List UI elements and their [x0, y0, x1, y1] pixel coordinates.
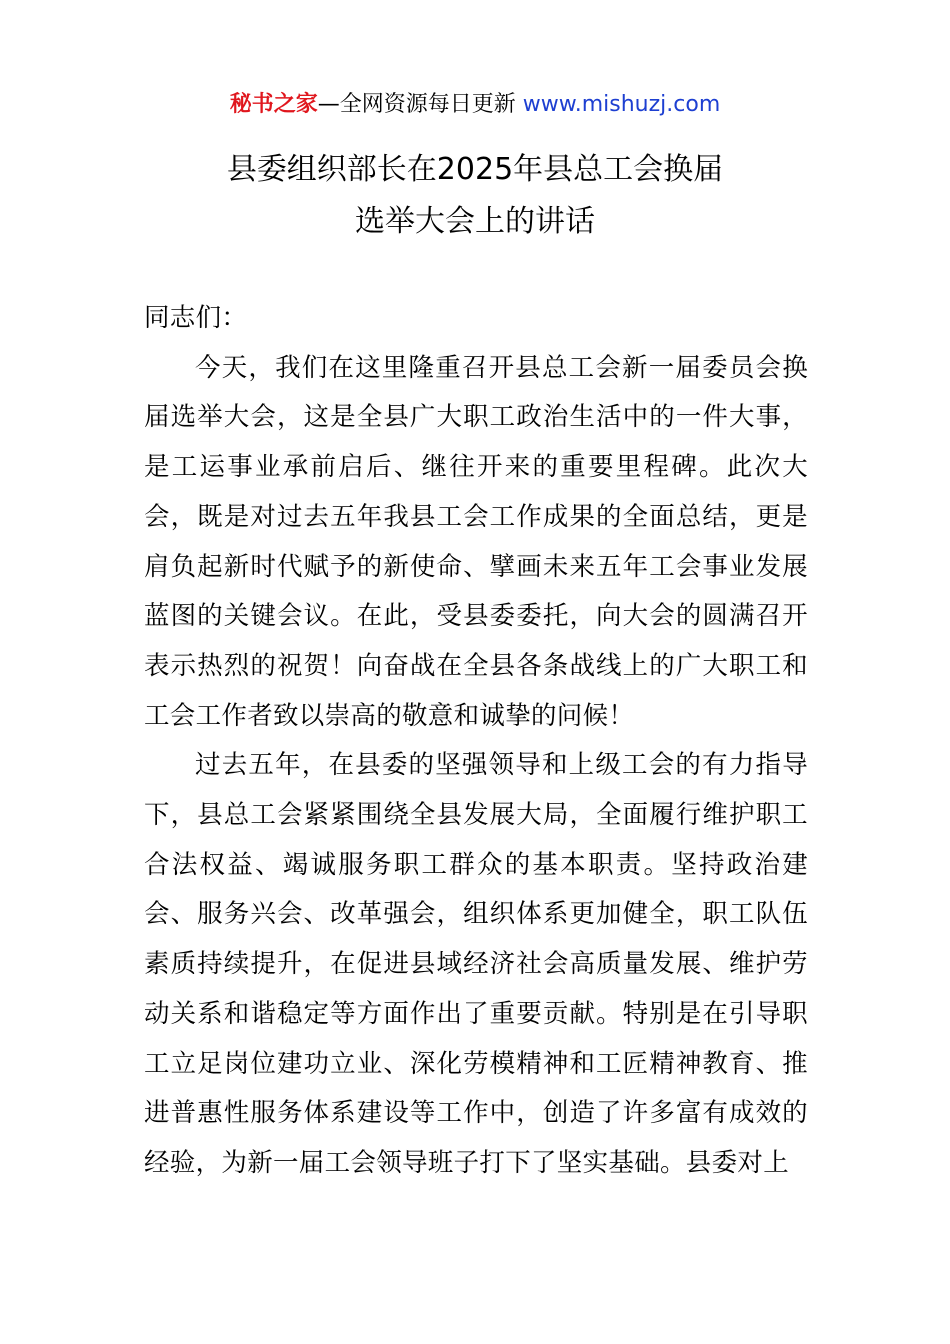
paragraph-2: 过去五年，在县委的坚强领导和上级工会的有力指导下，县总工会紧紧围绕全县发展大局，全面履行维护职工合法权益、竭诚服务职工群众的基本职责。坚持政治建会、服务兴会、改革强会，组织体系更加健全，职工队伍素质持续提升，在促进县域经济社会高质量发展、维护劳动关系和谐稳定等方面作出了重要贡献。特别是在引导职工立足岗位建功立业、深化劳模精神和工匠精神教育、推进普惠性服务体系建设等工作中，创造了许多富有成效的经验，为新一届工会领导班子打下了坚实基础。县委对上	[144, 750, 808, 1178]
title-line-1: 县委组织部长在2025年县总工会换届	[226, 152, 724, 187]
site-header	[0, 88, 950, 122]
document-title	[0, 144, 950, 248]
title-line-2: 选举大会上的讲话	[355, 204, 595, 239]
paragraph-1: 今天，我们在这里隆重召开县总工会新一届委员会换届选举大会，这是全县广大职工政治生活中的一件大事，是工运事业承前启后、继往开来的重要里程碑。此次大会，既是对过去五年我县工会工作成果的全面总结，更是肩负起新时代赋予的新使命、擘画未来五年工会事业发展蓝图的关键会议。在此，受县委委托，向大会的圆满召开表示热烈的祝贺！向奋战在全县各条战线上的广大职工和工会工作者致以崇高的敬意和诚挚的问候！	[144, 352, 808, 731]
brand-name: 秘书之家	[229, 92, 318, 117]
salutation: 同志们：	[144, 303, 248, 333]
header-tagline: —全网资源每日更新	[317, 92, 516, 117]
document-body	[144, 294, 808, 1189]
site-url-link[interactable]: www.mishuzj.com	[522, 92, 721, 117]
